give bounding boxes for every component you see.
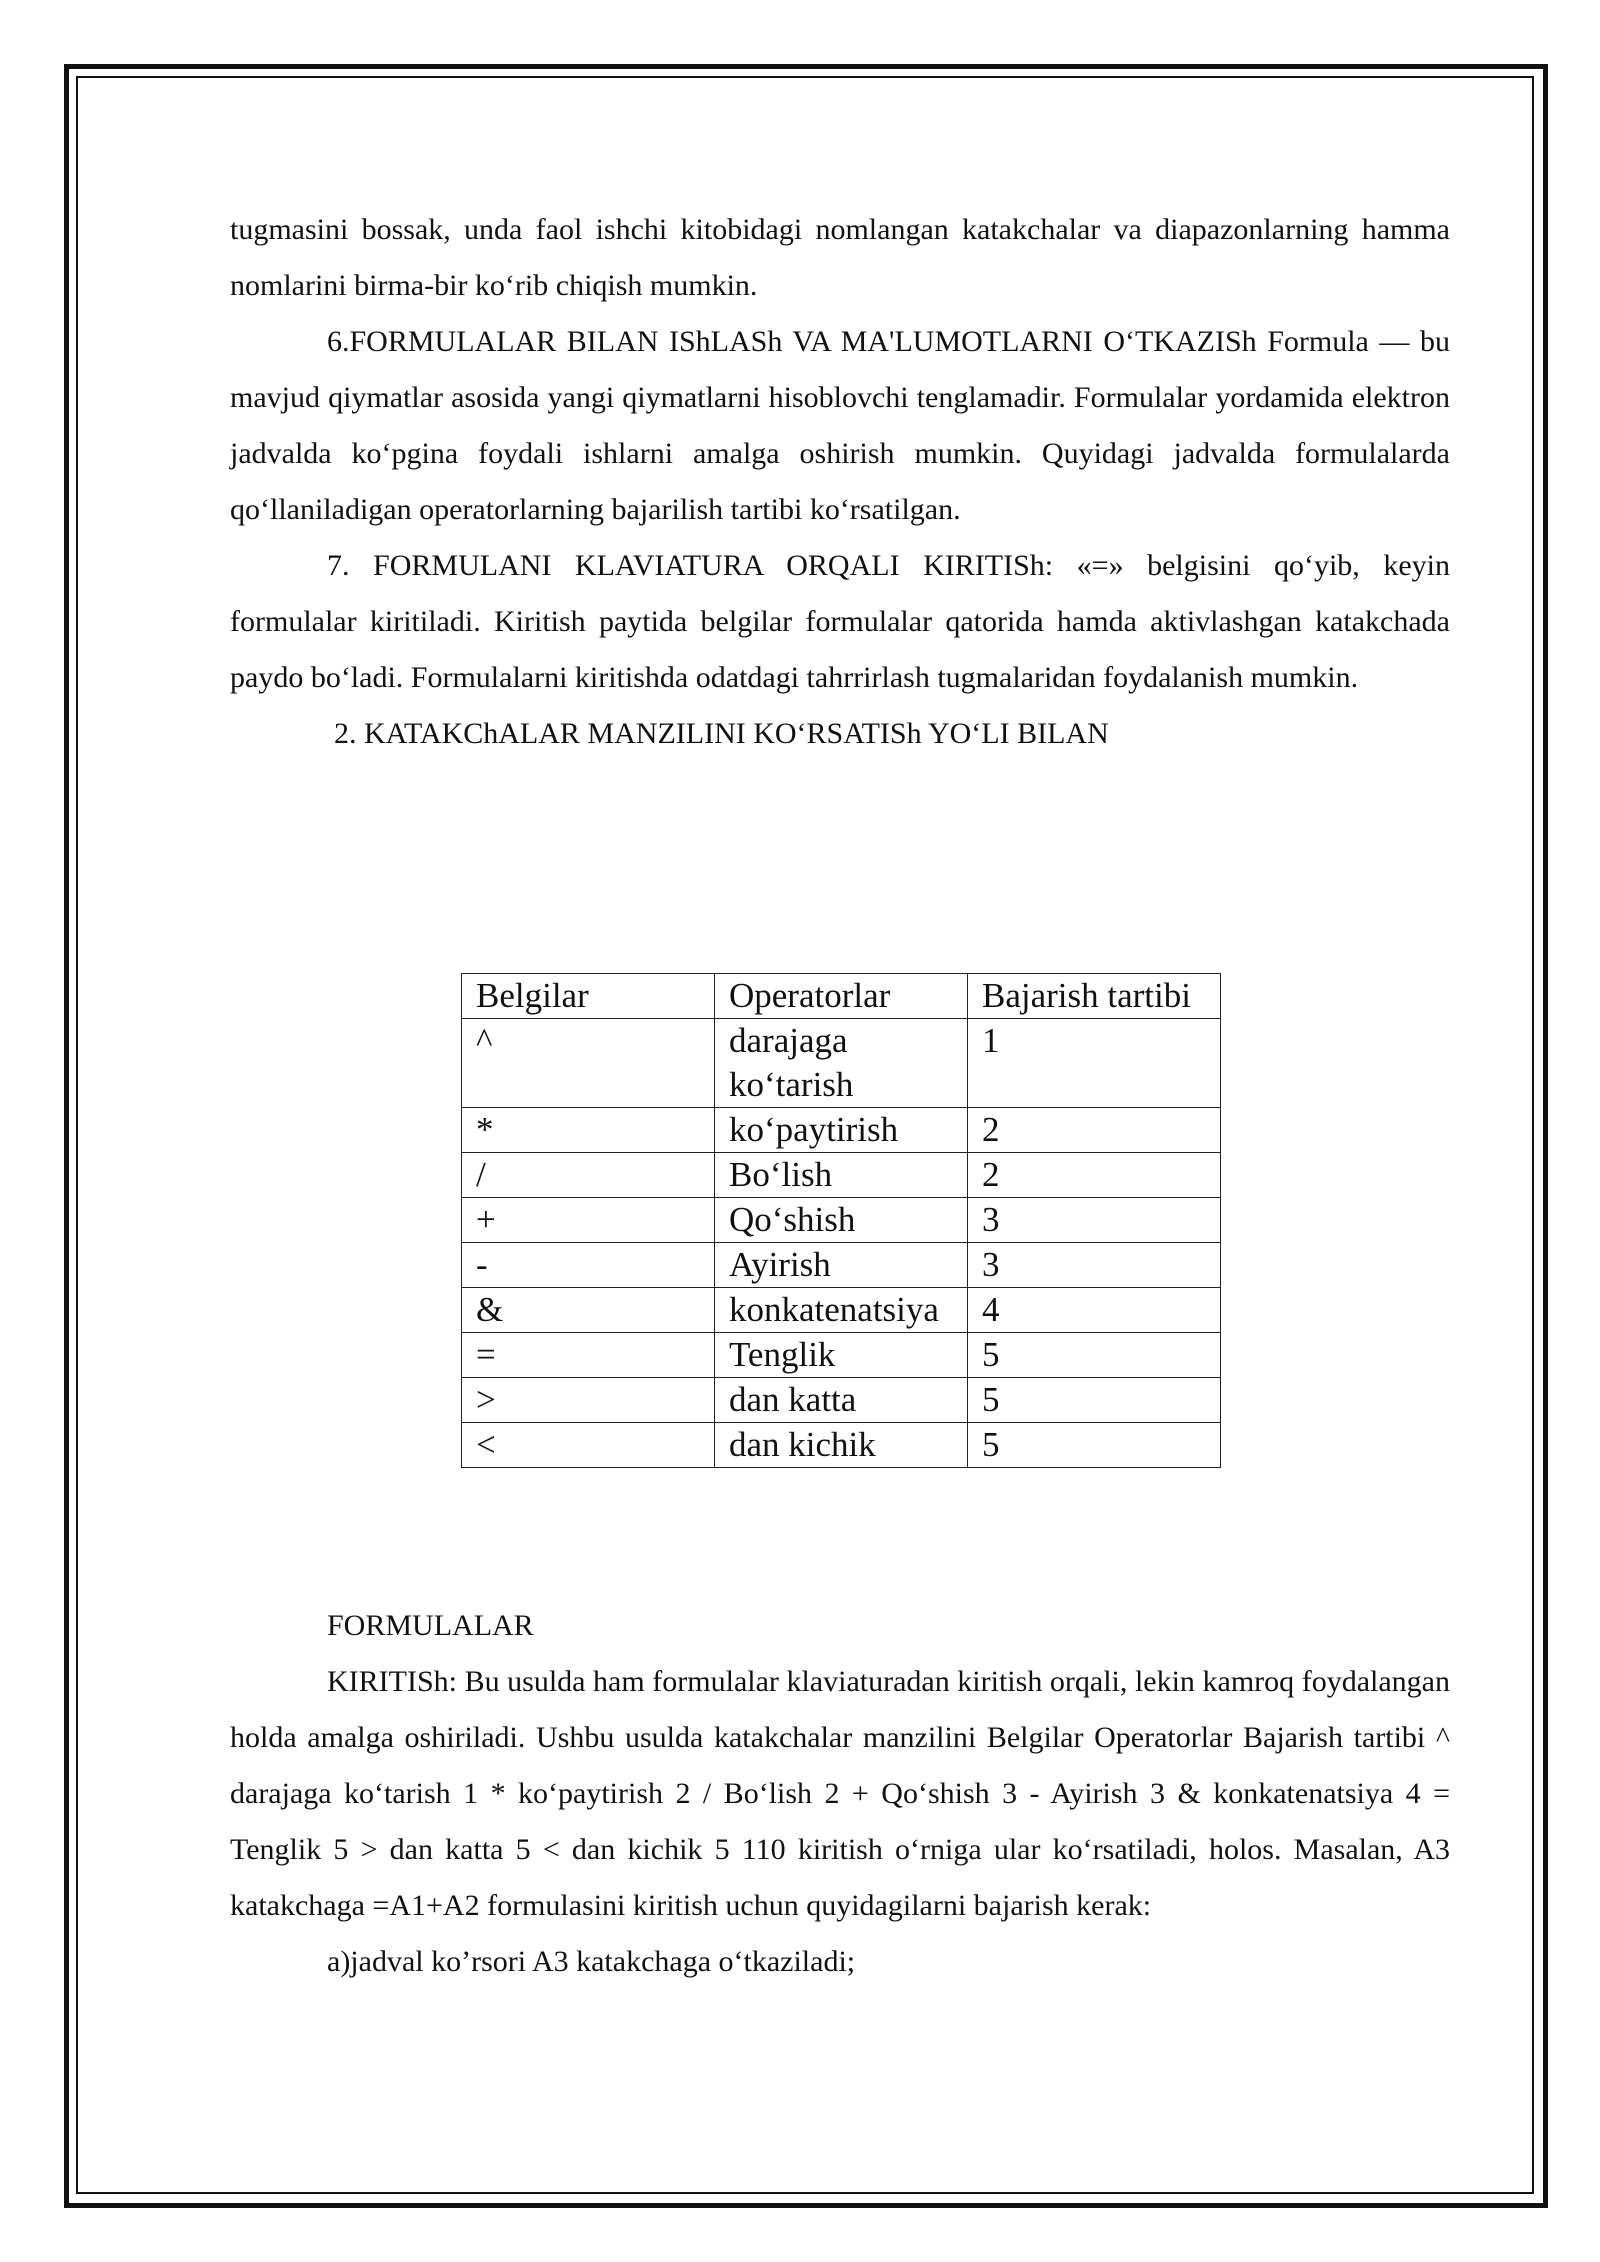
- table-cell-order: 4: [968, 1288, 1221, 1333]
- table-cell-order: 2: [968, 1108, 1221, 1153]
- table-row: [462, 1243, 1221, 1288]
- table-cell-symbol: /: [462, 1153, 715, 1198]
- table-header-cell: Bajarish tartibi: [968, 974, 1221, 1019]
- table-header-cell: Operatorlar: [715, 974, 968, 1019]
- table-row: [462, 1198, 1221, 1243]
- table-cell-operator: konkatenatsiya: [715, 1288, 968, 1333]
- table-header-cell: Belgilar: [462, 974, 715, 1019]
- table-cell-order: 5: [968, 1423, 1221, 1468]
- paragraph-2: 6.FORMULALAR BILAN IShLASh VA MA'LUMOTLARNI O‘TKAZISh Formula — bu mavjud qiymatlar asosida yangi qiymatlarni hisoblovchi tenglamadir. Formulalar yordamida elektron jadvalda ko‘pgina foydali ishlarni amalga oshirish mumkin. Quyidagi jadvalda formulalarda qo‘llaniladigan operatorlarning bajarilish tartibi ko‘rsatilgan.: [230, 325, 1450, 526]
- table-cell-operator: Tenglik: [715, 1333, 968, 1378]
- paragraph-3: 7. FORMULANI KLAVIATURA ORQALI KIRITISh: «=» belgisini qo‘yib, keyin formulalar kiritiladi. Kiritish paytida belgilar formulalar qatorida hamda aktivlashgan katakchada paydo bo‘ladi. Formulalarni kiritishda odatdagi tahrrirlash tugmalaridan foydalanish mumkin.: [230, 549, 1450, 694]
- subheading: FORMULALAR: [327, 1609, 534, 1642]
- table-cell-operator: Bo‘lish: [715, 1153, 968, 1198]
- table-cell-symbol: >: [462, 1378, 715, 1423]
- table-cell-symbol: -: [462, 1243, 715, 1288]
- section-heading: 2. KATAKChALAR MANZILINI KO‘RSATISh YO‘LI BILAN: [334, 717, 1109, 750]
- table-row: [462, 1423, 1221, 1468]
- table-cell-operator: Ayirish: [715, 1243, 968, 1288]
- table-cell-symbol: &: [462, 1288, 715, 1333]
- table-row: [462, 1019, 1221, 1108]
- table-cell-order: 1: [968, 1019, 1221, 1108]
- table-header-row: [462, 974, 1221, 1019]
- table-cell-symbol: +: [462, 1198, 715, 1243]
- table-cell-symbol: ^: [462, 1019, 715, 1108]
- table-cell-order: 2: [968, 1153, 1221, 1198]
- table-cell-order: 3: [968, 1198, 1221, 1243]
- table-cell-symbol: *: [462, 1108, 715, 1153]
- table-row: [462, 1288, 1221, 1333]
- document-body: [230, 202, 1450, 762]
- table-cell-operator: Qo‘shish: [715, 1198, 968, 1243]
- table-cell-operator: dan kichik: [715, 1423, 968, 1468]
- table-cell-operator: darajaga ko‘tarish: [715, 1019, 968, 1108]
- table-cell-order: 5: [968, 1378, 1221, 1423]
- table-cell-symbol: =: [462, 1333, 715, 1378]
- table-row: [462, 1333, 1221, 1378]
- operators-table-wrapper: [461, 973, 1221, 1468]
- table-row: [462, 1378, 1221, 1423]
- paragraph-4: KIRITISh: Bu usulda ham formulalar klaviaturadan kiritish orqali, lekin kamroq foydalangan holda amalga oshiriladi. Ushbu usulda katakchalar manzilini Belgilar Operatorlar Bajarish tartibi ^ darajaga ko‘tarish 1 * ko‘paytirish 2 / Bo‘lish 2 + Qo‘shish 3 - Ayirish 3 & konkatenatsiya 4 = Tenglik 5 > dan katta 5 < dan kichik 5 110 kiritish o‘rniga ular ko‘rsatiladi, holos. Masalan, A3 katakchaga =A1+A2 formulasini kiritish uchun quyidagilarni bajarish kerak:: [230, 1665, 1450, 1922]
- paragraph-1: tugmasini bossak, unda faol ishchi kitobidagi nomlangan katakchalar va diapazonlarning hamma nomlarini birma-bir ko‘rib chiqish mumkin.: [230, 213, 1450, 302]
- table-cell-operator: ko‘paytirish: [715, 1108, 968, 1153]
- table-row: [462, 1153, 1221, 1198]
- table-row: [462, 1108, 1221, 1153]
- table-cell-symbol: <: [462, 1423, 715, 1468]
- document-body-lower: [230, 1598, 1450, 1990]
- table-cell-order: 3: [968, 1243, 1221, 1288]
- table-cell-operator: dan katta: [715, 1378, 968, 1423]
- operators-table: [461, 973, 1221, 1468]
- paragraph-5: a)jadval ko’rsori A3 katakchaga o‘tkaziladi;: [327, 1945, 856, 1978]
- table-cell-order: 5: [968, 1333, 1221, 1378]
